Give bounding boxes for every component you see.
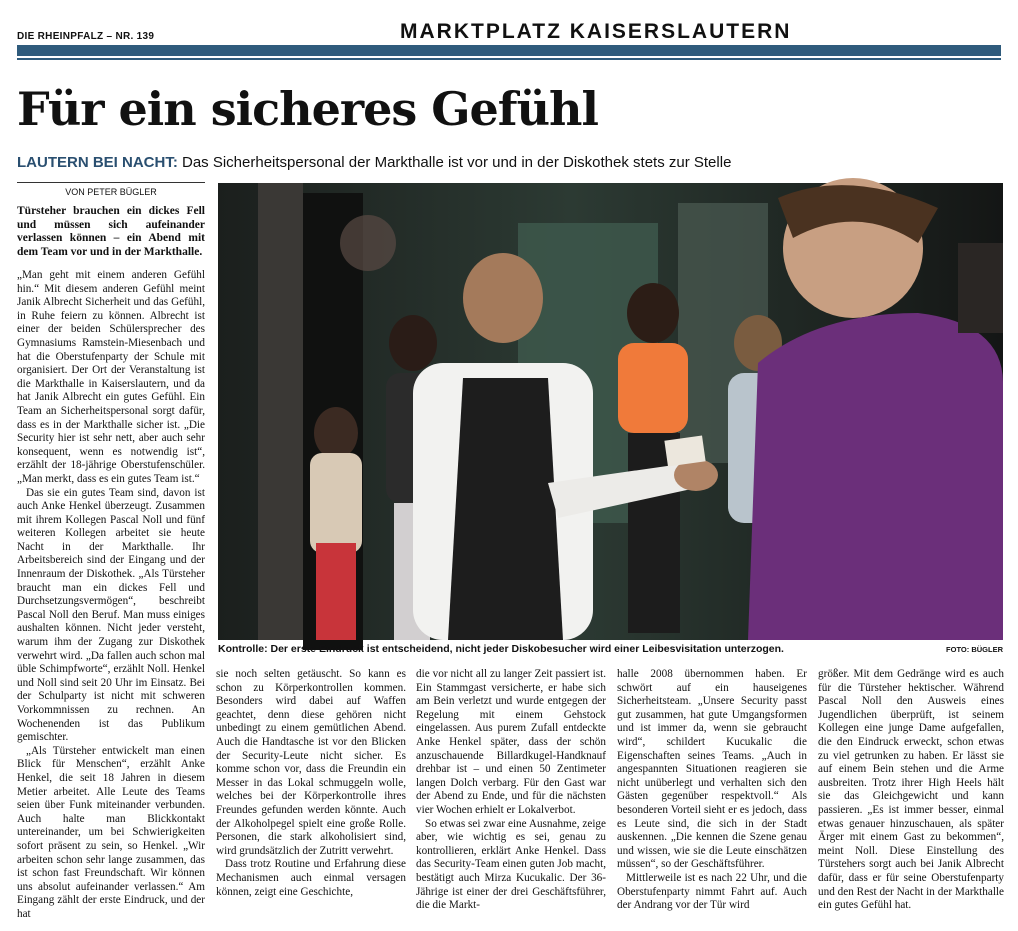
paragraph: die vor nicht all zu langer Zeit passiert ist. Ein Stammgast versicherte, er habe sich am Bein verletzt und wurde entgegen der Regelung mit einem Gehstock eingelassen. Aus purem Zufall entdeckte Anke Henkel später, dass der schön anzuschauende Billardkugel-Handknauf drehbar ist – und einen 50 Zentimeter langen Dolch verbarg. Für den Gast war der Abend zu Ende, und für die nächsten vier Wochen erhielt er Lokalverbot. <box>416 668 606 816</box>
kicker: LAUTERN BEI NACHT: <box>17 154 178 171</box>
article-photo <box>218 183 1003 640</box>
paragraph: größer. Mit dem Gedränge wird es auch für die Türsteher hektischer. Während Pascal Noll den Ausweis eines Jugendlichen überprüft, ist seinem Kollegen eine junge Dame aufgefallen, die den Eindruck erweckt, schon etwas zu viel getrunken zu haben. Er lässt sie auf einem Bein stehen und die Arme ausbreiten. Trotz ihrer High Heels hält sie das Gleichgewicht und kann passieren. „Es ist immer besser, einmal etwas genauer hinzuschauen, als später Ärger mit einem Gast zu bekommen“, meint Noll. Diese Einstellung des Türstehers sorgt auch bei Janik Albrecht dafür, dass er für seine Oberstufenparty und den Rest der Nacht in der Markthalle ein gutes Gefühl hat. <box>818 668 1004 912</box>
article-column-1 <box>17 269 205 920</box>
paragraph: sie noch selten getäuscht. So kann es schon zu Körperkontrollen kommen. Besonders wird dabei auf Waffen geachtet, denn diese gehören nicht unbedingt zu einem gemütlichen Abend. Auch die Handtasche ist vor den Blicken der Security-Leute nicht sicher. Es komme schon vor, dass die Freundin ein Messer in das Lokal schmuggeln wolle, welches bei der Körperkontrolle ihres Freundes gefunden werden könnte. Auch der Alkoholpegel spielt eine große Rolle. Personen, die stark alkoholisiert sind, wird grundsätzlich der Zutritt verwehrt. <box>216 668 406 857</box>
paragraph: Das sie ein gutes Team sind, davon ist auch Anke Henkel überzeugt. Zusammen mit ihrem Kollegen Pascal Noll und fünf weiteren Kollegen arbeitet sie heute Nacht in der Markthalle. Ihr Arbeitsbereich sind der Eingang und der Innenraum der Diskothek. „Als Türsteher braucht man ein dickes Fell und Durchsetzungsvermögen“, beschreibt Pascal Noll den Beruf. Man muss einiges aushalten können. Nicht jeder versteht, warum ihm der Zugang zur Diskothek verwehrt wird. „Da fallen auch schon mal üble Schimpfworte“, erzählt Noll. Henkel und Noll sind seit 20 Uhr im Einsatz. Bei der Schulparty ist nicht mit schweren Vorkommnissen zu rechnen. An Wochenenden ist das Publikum gemischter. <box>17 486 205 744</box>
nightclub-photo <box>218 183 1003 640</box>
paragraph: halle 2008 übernommen haben. Er schwört auf ein hauseigenes Sicherheitsteam. „Unsere Security passt gut zusammen, hat gute Umgangsformen und ist immer da, wenn sie gebraucht wird“, schildert Kucukalic die Eigenschaften seines Teams. „Auch in angespannten Situationen reagieren sie nicht unüberlegt und verhalten sich den Gästen gegenüber respektvoll.“ Als besonderen Vorteil sieht er es jedoch, dass es Leute sind, die sich in der Stadt auskennen. „Die kennen die Szene genau und wissen, wie sie die Leute einschätzen müssen“, so der Geschäftsführer. <box>617 668 807 871</box>
article-column-5 <box>818 668 1004 912</box>
article-column-4 <box>617 668 807 912</box>
paragraph: Dass trotz Routine und Erfahrung diese Mechanismen auch einmal versagen können, zeigt eine Geschichte, <box>216 858 406 898</box>
photo-caption: Kontrolle: Der erste Eindruck ist entscheidend, nicht jeder Diskobesucher wird einer Leibesvisitation unterzogen. <box>218 643 784 655</box>
header-rule <box>17 45 1001 56</box>
paragraph: So etwas sei zwar eine Ausnahme, zeige aber, wie wichtig es sei, genau zu kontrollieren, erklärt Anke Henkel. Dass das Security-Team einen guten Job macht, bestätigt auch Mirza Kucukalic. Der 36-Jährige ist einer der drei Geschäftsführer, die die Markt- <box>416 817 606 912</box>
subtitle: Das Sicherheitspersonal der Markthalle ist vor und in der Diskothek stets zur Stelle <box>177 154 732 171</box>
article-column-3 <box>416 668 606 912</box>
paragraph: „Man geht mit einem anderen Gefühl hin.“ Mit diesem anderen Gefühl meint Janik Albrecht Sicherheit und das Gefühl, in Ruhe feiern zu können. Albrecht ist einer der beiden Schülersprecher des Gymnasiums Ramstein-Miesenbach und hat die Oberstufenparty der Schule mit organisiert. Der Ort der Veranstaltung ist die Markthalle in Kaiserslautern, und da hat Janik Albrecht ein gutes Gefühl. Ein Team an Sicherheitspersonal sorgt dafür, dass es in der Markthalle sicher ist. „Die Security hier ist sehr nett, aber auch sehr konsequent, wenn es notwendig ist“, erzählt der 18-jährige Oberstufenschüler. „Man merkt, dass es ein gutes Team ist.“ <box>17 269 205 485</box>
headline: Für ein sicheres Gefühl <box>17 82 598 136</box>
header-rule-thin <box>17 58 1001 60</box>
paragraph: „Als Türsteher entwickelt man einen Blick für Menschen“, erzählt Anke Henkel, die seit 18 Jahren in diesem Metier arbeitet. Alle Leute des Teams seien über Funk miteinander verbunden. Auch halte man Blickkontakt untereinander, um bei Schwierigkeiten sofort präsent zu sein, so Henkel. „Wir arbeiten schon sehr lange zusammen, das ist schon fast Freundschaft. Wir können uns absolut aufeinander verlassen.“ Am Eingang zählt der erste Eindruck, und der hat <box>17 744 205 920</box>
byline: VON PETER BÜGLER <box>17 182 205 197</box>
lead-paragraph: Türsteher brauchen ein dickes Fell und müssen sich aufeinander verlassen können – ein Abend mit dem Team vor und in der Markthalle. <box>17 205 205 258</box>
section-title: MARKTPLATZ KAISERSLAUTERN <box>400 20 792 43</box>
paper-name: DIE RHEINPFALZ – NR. 139 <box>17 31 155 42</box>
paragraph: Mittlerweile ist es nach 22 Uhr, und die Oberstufenparty nimmt Fahrt auf. Auch der Andrang vor der Tür wird <box>617 871 807 912</box>
photo-credit: FOTO: BÜGLER <box>946 645 1003 654</box>
article-column-2 <box>216 668 406 909</box>
subheadline <box>17 154 731 171</box>
